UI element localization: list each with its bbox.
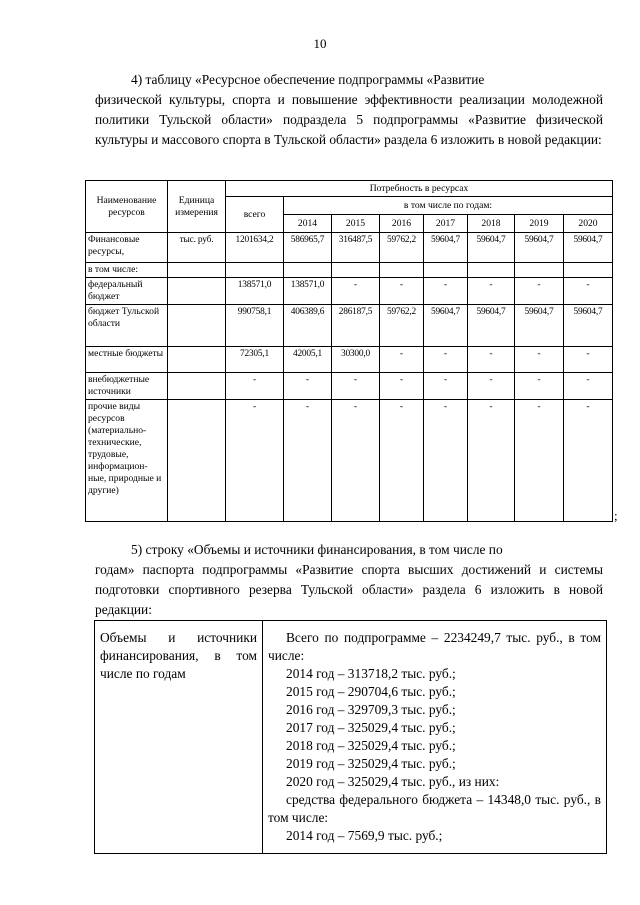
cell-year-value [424, 263, 468, 278]
cell-resource-name: прочие виды ресурсов (материально-технические, трудовые, информацион-ные, природные и другие) [86, 400, 168, 522]
table-row [86, 305, 613, 347]
cell-total: 138571,0 [226, 278, 284, 305]
cell-resource-name: в том числе: [86, 263, 168, 278]
cell-year-value: 59604,7 [468, 305, 515, 347]
cell-year-value: - [468, 400, 515, 522]
cell-year-value: - [284, 373, 332, 400]
cell-total [226, 263, 284, 278]
cell-year-value: 59604,7 [564, 233, 613, 263]
cell-year-value: 59604,7 [424, 233, 468, 263]
cell-unit [168, 400, 226, 522]
header-year: 2017 [424, 215, 468, 233]
table-row [86, 278, 613, 305]
header-year: 2014 [284, 215, 332, 233]
cell-year-value: - [515, 347, 564, 373]
cell-year-value: - [424, 400, 468, 522]
passport-year-line: 2015 год – 290704,6 тыс. руб.; [286, 684, 456, 699]
cell-year-value: - [332, 278, 380, 305]
cell-resource-name: Финансовые ресурсы, [86, 233, 168, 263]
cell-year-value: - [468, 347, 515, 373]
cell-year-value: - [380, 373, 424, 400]
header-need: Потребность в ресурсах [226, 181, 613, 197]
cell-year-value: 59762,2 [380, 233, 424, 263]
cell-year-value: 59604,7 [515, 305, 564, 347]
cell-unit [168, 263, 226, 278]
cell-year-value: 59762,2 [380, 305, 424, 347]
cell-year-value: - [332, 400, 380, 522]
header-year: 2020 [564, 215, 613, 233]
passport-label-cell: Объемы и источники финансирования, в том числе по годам [95, 621, 263, 854]
cell-year-value: 586965,7 [284, 233, 332, 263]
header-resource-name: Наименование ресурсов [86, 181, 168, 233]
paragraph-text: физической культуры, спорта и повышение эффективности реализации молодежной политики Тульской области» подраздела 5 подпрограммы «Развитие физической культуры и массового спорта в Тульской области» раздела 6 изложить в новой редакции: [95, 92, 603, 147]
cell-year-value: 42005,1 [284, 347, 332, 373]
cell-year-value: - [515, 278, 564, 305]
cell-unit [168, 347, 226, 373]
cell-year-value: - [515, 400, 564, 522]
header-year: 2016 [380, 215, 424, 233]
cell-year-value: - [564, 373, 613, 400]
cell-year-value: 59604,7 [468, 233, 515, 263]
header-unit: Единица измерения [168, 181, 226, 233]
cell-year-value: - [468, 278, 515, 305]
cell-year-value [332, 263, 380, 278]
cell-resource-name: бюджет Тульской области [86, 305, 168, 347]
cell-year-value: - [380, 400, 424, 522]
passport-total-line: Всего по подпрограмме – 2234249,7 тыс. руб., в том числе: [268, 630, 601, 663]
paragraph-first-line: 4) таблицу «Ресурсное обеспечение подпрограммы «Развитие [131, 72, 485, 87]
cell-total: 990758,1 [226, 305, 284, 347]
cell-total: 72305,1 [226, 347, 284, 373]
paragraph-item-5 [95, 540, 603, 620]
paragraph-text: годам» паспорта подпрограммы «Развитие спорта высших достижений и системы подготовки спортивного резерва Тульской области» раздела 6 изложить в новой редакции: [95, 562, 603, 617]
cell-total: - [226, 373, 284, 400]
cell-unit [168, 278, 226, 305]
table-row [86, 400, 613, 522]
header-year: 2015 [332, 215, 380, 233]
cell-year-value [564, 263, 613, 278]
passport-year-line: 2017 год – 325029,4 тыс. руб.; [286, 720, 456, 735]
cell-year-value: - [284, 400, 332, 522]
cell-year-value: - [424, 278, 468, 305]
paragraph-first-line: 5) строку «Объемы и источники финансирования, в том числе по [131, 542, 503, 557]
cell-year-value: - [564, 400, 613, 522]
cell-year-value: - [468, 373, 515, 400]
cell-year-value: - [515, 373, 564, 400]
passport-year-line: 2018 год – 325029,4 тыс. руб.; [286, 738, 456, 753]
cell-year-value: - [380, 278, 424, 305]
header-year: 2019 [515, 215, 564, 233]
table-row [86, 347, 613, 373]
cell-year-value: 406389,6 [284, 305, 332, 347]
cell-unit: тыс. руб. [168, 233, 226, 263]
cell-resource-name: федеральный бюджет [86, 278, 168, 305]
cell-year-value: 59604,7 [424, 305, 468, 347]
cell-resource-name: местные бюджеты [86, 347, 168, 373]
cell-year-value: - [564, 347, 613, 373]
header-total: всего [226, 197, 284, 233]
cell-year-value: - [564, 278, 613, 305]
passport-year-line: 2020 год – 325029,4 тыс. руб., из них: [286, 774, 500, 789]
passport-year-line: 2014 год – 7569,9 тыс. руб.; [286, 828, 443, 843]
table-row [86, 233, 613, 263]
passport-federal-line: средства федерального бюджета – 14348,0 тыс. руб., в том числе: [268, 792, 601, 825]
passport-year-line: 2019 год – 325029,4 тыс. руб.; [286, 756, 456, 771]
page-number: 10 [313, 36, 327, 51]
passport-table [94, 620, 607, 854]
cell-year-value: 59604,7 [515, 233, 564, 263]
resource-table [85, 180, 613, 522]
table-row [86, 263, 613, 278]
cell-total: 1201634,2 [226, 233, 284, 263]
cell-unit [168, 305, 226, 347]
cell-year-value [468, 263, 515, 278]
header-by-years: в том числе по годам: [284, 197, 613, 215]
cell-year-value: - [424, 373, 468, 400]
cell-year-value: 316487,5 [332, 233, 380, 263]
cell-year-value: 286187,5 [332, 305, 380, 347]
cell-year-value: 30300,0 [332, 347, 380, 373]
trailing-semicolon: ; [614, 508, 618, 523]
table-row [86, 373, 613, 400]
cell-year-value: - [380, 347, 424, 373]
cell-year-value: - [424, 347, 468, 373]
cell-year-value: 59604,7 [564, 305, 613, 347]
cell-total: - [226, 400, 284, 522]
cell-resource-name: внебюджетные источники [86, 373, 168, 400]
cell-year-value [515, 263, 564, 278]
passport-year-line: 2016 год – 329709,3 тыс. руб.; [286, 702, 456, 717]
cell-unit [168, 373, 226, 400]
passport-year-line: 2014 год – 313718,2 тыс. руб.; [286, 666, 456, 681]
cell-year-value [380, 263, 424, 278]
cell-year-value: - [332, 373, 380, 400]
header-year: 2018 [468, 215, 515, 233]
cell-year-value: 138571,0 [284, 278, 332, 305]
paragraph-item-4 [95, 70, 603, 150]
cell-year-value [284, 263, 332, 278]
passport-value-cell [263, 621, 607, 854]
